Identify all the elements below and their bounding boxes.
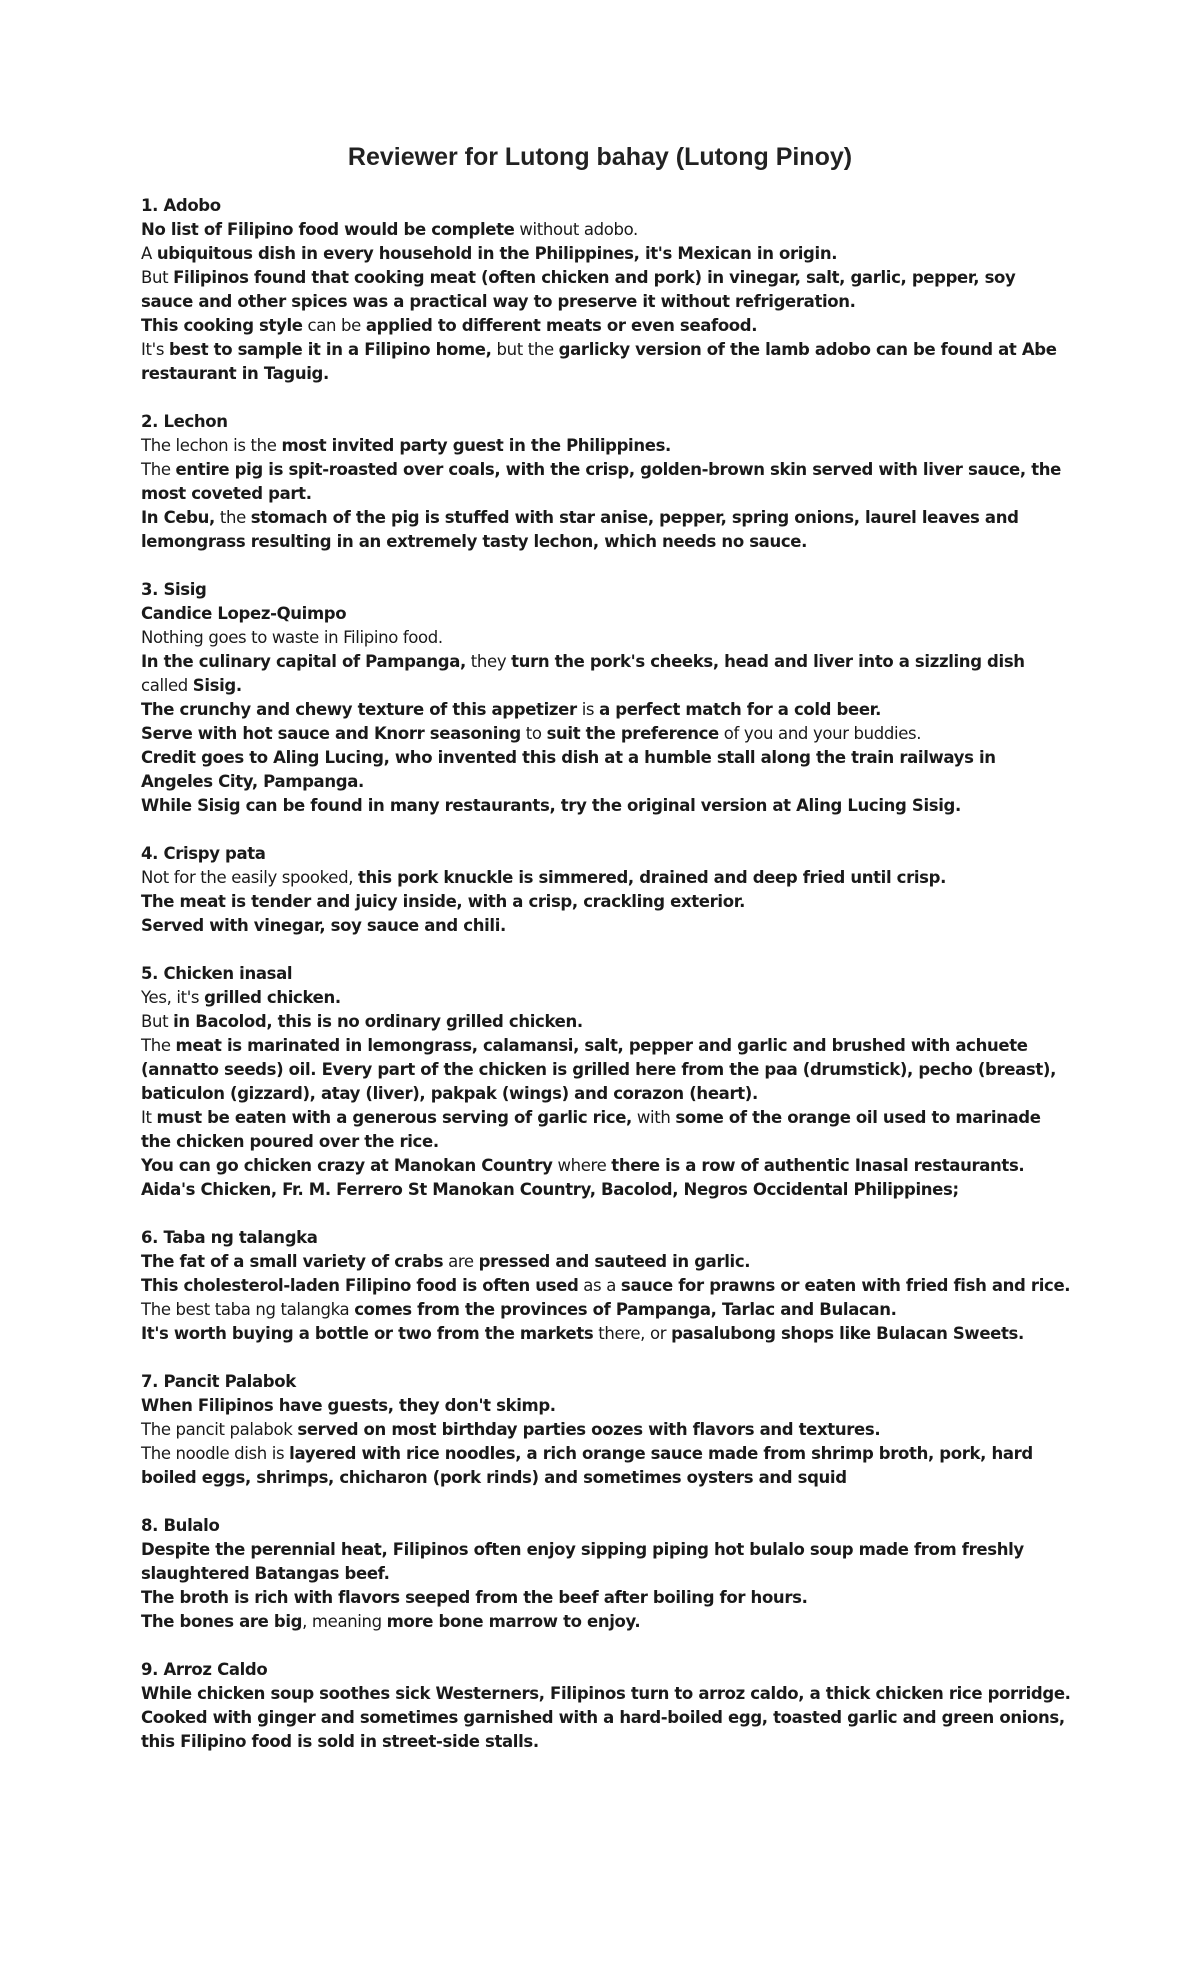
dish-paragraph: [141, 1178, 1071, 1202]
text-run: The lechon is the: [141, 436, 282, 455]
dish-paragraph: [141, 1322, 1071, 1346]
dish-section: [141, 194, 1071, 386]
dish-paragraph: [141, 722, 1071, 746]
dish-paragraph: [141, 1274, 1071, 1298]
bold-text-run: The crunchy and chewy texture of this appetizer: [141, 700, 577, 719]
text-run: where: [552, 1156, 612, 1175]
dish-heading: 1. Adobo: [141, 196, 221, 215]
dish-paragraph: [141, 650, 1071, 698]
dish-paragraph: [141, 746, 1071, 794]
bold-text-run: served on most birthday parties oozes with flavors and textures.: [297, 1420, 881, 1439]
dish-paragraph: [141, 1154, 1071, 1178]
bold-text-run: You can go chicken crazy at Manokan Country: [141, 1156, 553, 1175]
bold-text-run: While Sisig can be found in many restaurants, try the original version at Aling Lucing Sisig.: [141, 796, 961, 815]
text-run: It's: [141, 340, 169, 359]
text-run: they: [465, 652, 512, 671]
bold-text-run: It's worth buying a bottle or two from the markets: [141, 1324, 594, 1343]
dish-paragraph: [141, 1394, 1071, 1418]
text-run: the: [214, 508, 251, 527]
bold-text-run: meat is marinated in lemongrass, calamansi, salt, pepper and garlic and brushed with achuete (annatto seeds) oil. Every part of the chicken is grilled here from the paa (drumstick), pecho (breast), baticulon (gizzard), atay (liver), pakpak (wings) and corazon (heart).: [141, 1036, 1057, 1103]
text-run: Yes, it's: [141, 988, 205, 1007]
bold-text-run: Candice Lopez-Quimpo: [141, 604, 347, 623]
dish-paragraph: [141, 626, 1071, 650]
bold-text-run: layered with rice noodles, a rich orange sauce made from shrimp broth, pork, hard boiled eggs, shrimps, chicharon (pork rinds) and sometimes oysters and squid: [141, 1444, 1033, 1487]
text-run: The best taba ng talangka: [141, 1300, 355, 1319]
text-run: without adobo.: [514, 220, 638, 239]
dish-section: [141, 1370, 1071, 1490]
bold-text-run: Aida's Chicken, Fr. M. Ferrero St Manokan Country, Bacolod, Negros Occidental Philippines;: [141, 1180, 959, 1199]
bold-text-run: When Filipinos have guests, they don't skimp.: [141, 1396, 556, 1415]
bold-text-run: applied to different meats or even seafood.: [365, 316, 758, 335]
dish-paragraph: [141, 338, 1071, 386]
dish-paragraph: [141, 1442, 1071, 1490]
bold-text-run: pasalubong shops like Bulacan Sweets.: [671, 1324, 1024, 1343]
dish-heading: 6. Taba ng talangka: [141, 1228, 318, 1247]
bold-text-run: Credit goes to Aling Lucing, who invented this dish at a humble stall along the train railways in Angeles City, Pampanga.: [141, 748, 996, 791]
dish-paragraph: [141, 1610, 1071, 1634]
dish-section: [141, 962, 1071, 1202]
bold-text-run: Sisig.: [192, 676, 242, 695]
text-run: of you and your buddies.: [718, 724, 922, 743]
dish-section: [141, 1514, 1071, 1634]
dish-heading: 9. Arroz Caldo: [141, 1660, 268, 1679]
bold-text-run: suit the preference: [546, 724, 719, 743]
text-run: A: [141, 244, 157, 263]
text-run: Nothing goes to waste in Filipino food.: [141, 628, 443, 647]
bold-text-run: most invited party guest in the Philippines.: [281, 436, 671, 455]
dish-paragraph: [141, 218, 1071, 242]
text-run: can be: [302, 316, 366, 335]
dish-paragraph: [141, 1010, 1071, 1034]
text-run: The: [141, 460, 176, 479]
bold-text-run: some of the orange oil used to marinade the chicken poured over the rice.: [141, 1108, 1041, 1151]
bold-text-run: more bone marrow to enjoy.: [386, 1612, 641, 1631]
bold-text-run: in Bacolod, this is no ordinary grilled chicken.: [173, 1012, 583, 1031]
text-run: The noodle dish is: [141, 1444, 290, 1463]
dish-heading: 5. Chicken inasal: [141, 964, 293, 983]
dish-paragraph: [141, 506, 1071, 554]
dish-heading: 4. Crispy pata: [141, 844, 266, 863]
dish-paragraph: [141, 1682, 1071, 1706]
document-body: [141, 194, 1071, 1778]
text-run: to: [520, 724, 547, 743]
bold-text-run: grilled chicken.: [204, 988, 341, 1007]
dish-heading: 8. Bulalo: [141, 1516, 220, 1535]
bold-text-run: This cholesterol-laden Filipino food is often used: [141, 1276, 579, 1295]
dish-paragraph: [141, 1106, 1071, 1154]
dish-paragraph: [141, 986, 1071, 1010]
text-run: The: [141, 1036, 176, 1055]
bold-text-run: This cooking style: [141, 316, 303, 335]
dish-paragraph: [141, 914, 1071, 938]
text-run: as a: [578, 1276, 621, 1295]
dish-paragraph: [141, 1586, 1071, 1610]
bold-text-run: Served with vinegar, soy sauce and chili.: [141, 916, 506, 935]
dish-paragraph: [141, 242, 1071, 266]
dish-paragraph: [141, 434, 1071, 458]
dish-heading: 3. Sisig: [141, 580, 207, 599]
bold-text-run: Serve with hot sauce and Knorr seasoning: [141, 724, 521, 743]
dish-paragraph: [141, 698, 1071, 722]
dish-section: [141, 578, 1071, 818]
bold-text-run: garlicky version of the lamb adobo can be found at Abe restaurant in Taguig.: [141, 340, 1057, 383]
bold-text-run: No list of Filipino food would be complete: [141, 220, 515, 239]
bold-text-run: The broth is rich with flavors seeped from the beef after boiling for hours.: [141, 1588, 808, 1607]
page-title: Reviewer for Lutong bahay (Lutong Pinoy): [347, 143, 853, 171]
bold-text-run: entire pig is spit-roasted over coals, with the crisp, golden-brown skin served with liver sauce, the most coveted part.: [141, 460, 1061, 503]
text-run: , meaning: [302, 1612, 387, 1631]
text-run: It: [141, 1108, 157, 1127]
dish-paragraph: [141, 866, 1071, 890]
bold-text-run: The bones are big: [141, 1612, 303, 1631]
dish-section: [141, 842, 1071, 938]
text-run: Not for the easily spooked,: [141, 868, 358, 887]
bold-text-run: In Cebu,: [141, 508, 215, 527]
dish-paragraph: [141, 890, 1071, 914]
dish-section: [141, 1226, 1071, 1346]
bold-text-run: The meat is tender and juicy inside, with a crisp, crackling exterior.: [141, 892, 746, 911]
bold-text-run: best to sample it in a Filipino home,: [168, 340, 492, 359]
dish-paragraph: [141, 1418, 1071, 1442]
text-run: is: [576, 700, 600, 719]
bold-text-run: there is a row of authentic Inasal restaurants.: [611, 1156, 1025, 1175]
bold-text-run: Cooked with ginger and sometimes garnished with a hard-boiled egg, toasted garlic and green onions, this Filipino food is sold in street-side stalls.: [141, 1708, 1065, 1751]
bold-text-run: While chicken soup soothes sick Westerners, Filipinos turn to arroz caldo, a thick chicken rice porridge.: [141, 1684, 1071, 1703]
text-run: there, or: [593, 1324, 672, 1343]
bold-text-run: comes from the provinces of Pampanga, Tarlac and Bulacan.: [354, 1300, 897, 1319]
dish-heading: 2. Lechon: [141, 412, 228, 431]
bold-text-run: must be eaten with a generous serving of garlic rice,: [156, 1108, 632, 1127]
bold-text-run: a perfect match for a cold beer.: [599, 700, 882, 719]
dish-paragraph: [141, 266, 1071, 314]
text-run: are: [443, 1252, 479, 1271]
bold-text-run: stomach of the pig is stuffed with star anise, pepper, spring onions, laurel leaves and lemongrass resulting in an extremely tasty lechon, which needs no sauce.: [141, 508, 1019, 551]
text-run: But: [141, 268, 174, 287]
dish-paragraph: [141, 458, 1071, 506]
dish-paragraph: [141, 1034, 1071, 1106]
bold-text-run: pressed and sauteed in garlic.: [478, 1252, 751, 1271]
text-run: but the: [491, 340, 559, 359]
dish-paragraph: [141, 794, 1071, 818]
text-run: But: [141, 1012, 174, 1031]
text-run: with: [631, 1108, 676, 1127]
dish-section: [141, 1658, 1071, 1754]
dish-paragraph: [141, 1298, 1071, 1322]
bold-text-run: Filipinos found that cooking meat (often chicken and pork) in vinegar, salt, garlic, pepper, soy sauce and other spices was a practical way to preserve it without refrigeration.: [141, 268, 1016, 311]
bold-text-run: sauce for prawns or eaten with fried fish and rice.: [620, 1276, 1071, 1295]
bold-text-run: The fat of a small variety of crabs: [141, 1252, 444, 1271]
dish-paragraph: [141, 1250, 1071, 1274]
text-run: The pancit palabok: [141, 1420, 298, 1439]
dish-paragraph: [141, 314, 1071, 338]
bold-text-run: this pork knuckle is simmered, drained and deep fried until crisp.: [358, 868, 947, 887]
bold-text-run: turn the pork's cheeks, head and liver into a sizzling dish: [511, 652, 1025, 671]
dish-paragraph: [141, 602, 1071, 626]
dish-section: [141, 410, 1071, 554]
text-run: called: [141, 676, 193, 695]
dish-paragraph: [141, 1538, 1071, 1586]
bold-text-run: ubiquitous dish in every household in the Philippines, it's Mexican in origin.: [156, 244, 838, 263]
dish-paragraph: [141, 1706, 1071, 1754]
dish-heading: 7. Pancit Palabok: [141, 1372, 296, 1391]
bold-text-run: In the culinary capital of Pampanga,: [141, 652, 466, 671]
bold-text-run: Despite the perennial heat, Filipinos often enjoy sipping piping hot bulalo soup made from freshly slaughtered Batangas beef.: [141, 1540, 1024, 1583]
